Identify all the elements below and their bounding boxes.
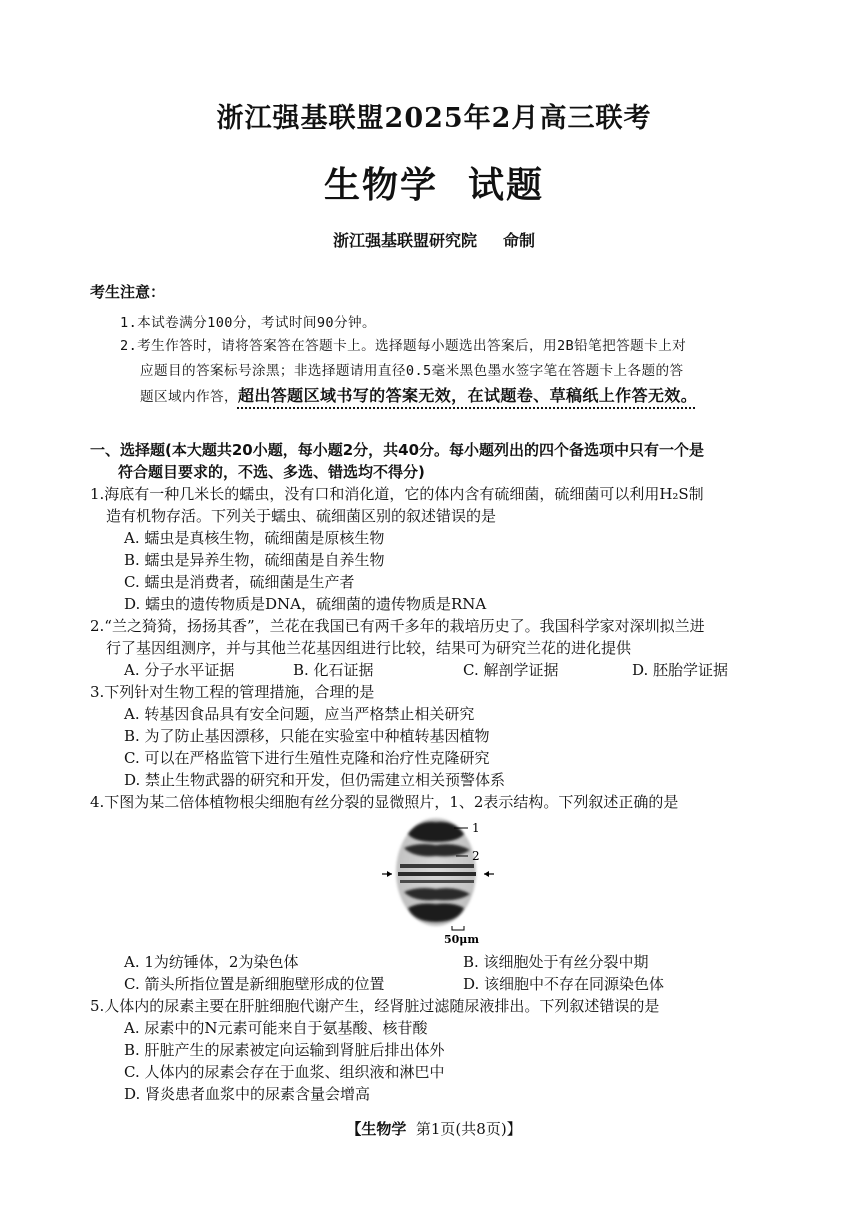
section-1-heading-line-1: 一、选择题(本大题共20小题，每小题2分，共40分。每小题列出的四个备选项中只有一个是 <box>90 441 705 459</box>
test-label: 试题 <box>468 164 545 206</box>
q4-option-c: C. 箭头所指位置是新细胞壁形成的位置 <box>124 975 385 993</box>
q2-stem-line-2: 行了基因组测序，并与其他兰花基因组进行比较，结果可为研究兰花的进化提供 <box>106 639 632 657</box>
notice-item-2-line-2: 应题目的答案标号涂黑；非选择题请用直径0.5毫米黑色墨水签字笔在答题卡上各题的答 <box>140 363 684 379</box>
subject-title <box>0 157 868 208</box>
q4-stem: 4.下图为某二倍体植物根尖细胞有丝分裂的显微照片，1、2表示结构。下列叙述正确的是 <box>90 793 679 811</box>
q2-option-d: D. 胚胎学证据 <box>632 661 729 679</box>
footer-page: 第1页(共8页)】 <box>415 1120 522 1138</box>
q1-option-a: A. 蠕虫是真核生物，硫细菌是原核生物 <box>124 529 385 547</box>
notice-heading: 考生注意： <box>90 283 166 301</box>
q1-stem-line-1: 1.海底有一种几米长的蠕虫，没有口和消化道，它的体内含有硫细菌，硫细菌可以利用H₂S制 <box>90 485 704 503</box>
q3-option-c: C. 可以在严格监管下进行生殖性克隆和治疗性克隆研究 <box>124 749 490 767</box>
notice-item-2-line-1: 2.考生作答时，请将答案答在答题卡上。选择题每小题选出答案后，用2B铅笔把答题卡上对 <box>120 338 687 354</box>
notice-line-3-prefix: 题区域内作答， <box>140 389 238 405</box>
q4-option-b: B. 该细胞处于有丝分裂中期 <box>463 953 649 971</box>
q5-stem: 5.人体内的尿素主要在肝脏细胞代谢产生，经肾脏过滤随尿液排出。下列叙述错误的是 <box>90 997 660 1015</box>
q2-stem-line-1: 2.“兰之猗猗，扬扬其香”，兰花在我国已有两千多年的栽培历史了。我国科学家对深圳拟兰进 <box>90 617 705 635</box>
q1-option-b: B. 蠕虫是异养生物，硫细菌是自养生物 <box>124 551 385 569</box>
q1-stem-line-2: 造有机物存活。下列关于蠕虫、硫细菌区别的叙述错误的是 <box>106 507 497 525</box>
q5-option-d: D. 肾炎患者血浆中的尿素含量会增高 <box>124 1085 371 1103</box>
notice-emphasis: 超出答题区域书写的答案无效，在试题卷、草稿纸上作答无效。 <box>237 386 698 405</box>
label-1: 1 <box>472 821 480 835</box>
cell-plate-band <box>398 864 476 883</box>
mitosis-micrograph <box>378 812 498 947</box>
subject-name: 生物学 <box>323 164 438 206</box>
label-2: 2 <box>472 849 480 863</box>
section-1-heading-line-2: 符合题目要求的，不选、多选、错选均不得分) <box>118 463 425 481</box>
q3-option-a: A. 转基因食品具有安全问题，应当严格禁止相关研究 <box>124 705 475 723</box>
q3-stem: 3.下列针对生物工程的管理措施，合理的是 <box>90 683 375 701</box>
q4-option-a: A. 1为纺锤体，2为染色体 <box>124 953 299 971</box>
q3-option-d: D. 禁止生物武器的研究和开发，但仍需建立相关预警体系 <box>124 771 506 789</box>
q1-option-c: C. 蠕虫是消费者，硫细菌是生产者 <box>124 573 355 591</box>
author-line <box>0 228 868 251</box>
notice-item-1: 1.本试卷满分100分，考试时间90分钟。 <box>120 315 377 331</box>
q3-option-b: B. 为了防止基因漂移，只能在实验室中种植转基因植物 <box>124 727 490 745</box>
exam-main-title: 浙江强基联盟2025年2月高三联考 <box>216 103 652 134</box>
page-footer <box>0 1118 868 1139</box>
notice-item-2-line-3 <box>140 386 697 407</box>
q2-option-c: C. 解剖学证据 <box>463 661 559 679</box>
q5-option-b: B. 肝脏产生的尿素被定向运输到肾脏后排出体外 <box>124 1041 445 1059</box>
q5-option-a: A. 尿素中的N元素可能来自于氨基酸、核苷酸 <box>124 1019 428 1037</box>
scale-label: 50μm <box>444 933 479 946</box>
author-name: 浙江强基联盟研究院 <box>332 231 477 250</box>
q1-option-d: D. 蠕虫的遗传物质是DNA，硫细菌的遗传物质是RNA <box>124 595 487 613</box>
footer-subject: 【生物学 <box>346 1120 407 1138</box>
q5-option-c: C. 人体内的尿素会存在于血浆、组织液和淋巴中 <box>124 1063 445 1081</box>
q2-option-b: B. 化石证据 <box>293 661 374 679</box>
made-label: 命制 <box>503 231 536 250</box>
q2-option-a: A. 分子水平证据 <box>124 661 235 679</box>
q4-option-d: D. 该细胞中不存在同源染色体 <box>463 975 665 993</box>
